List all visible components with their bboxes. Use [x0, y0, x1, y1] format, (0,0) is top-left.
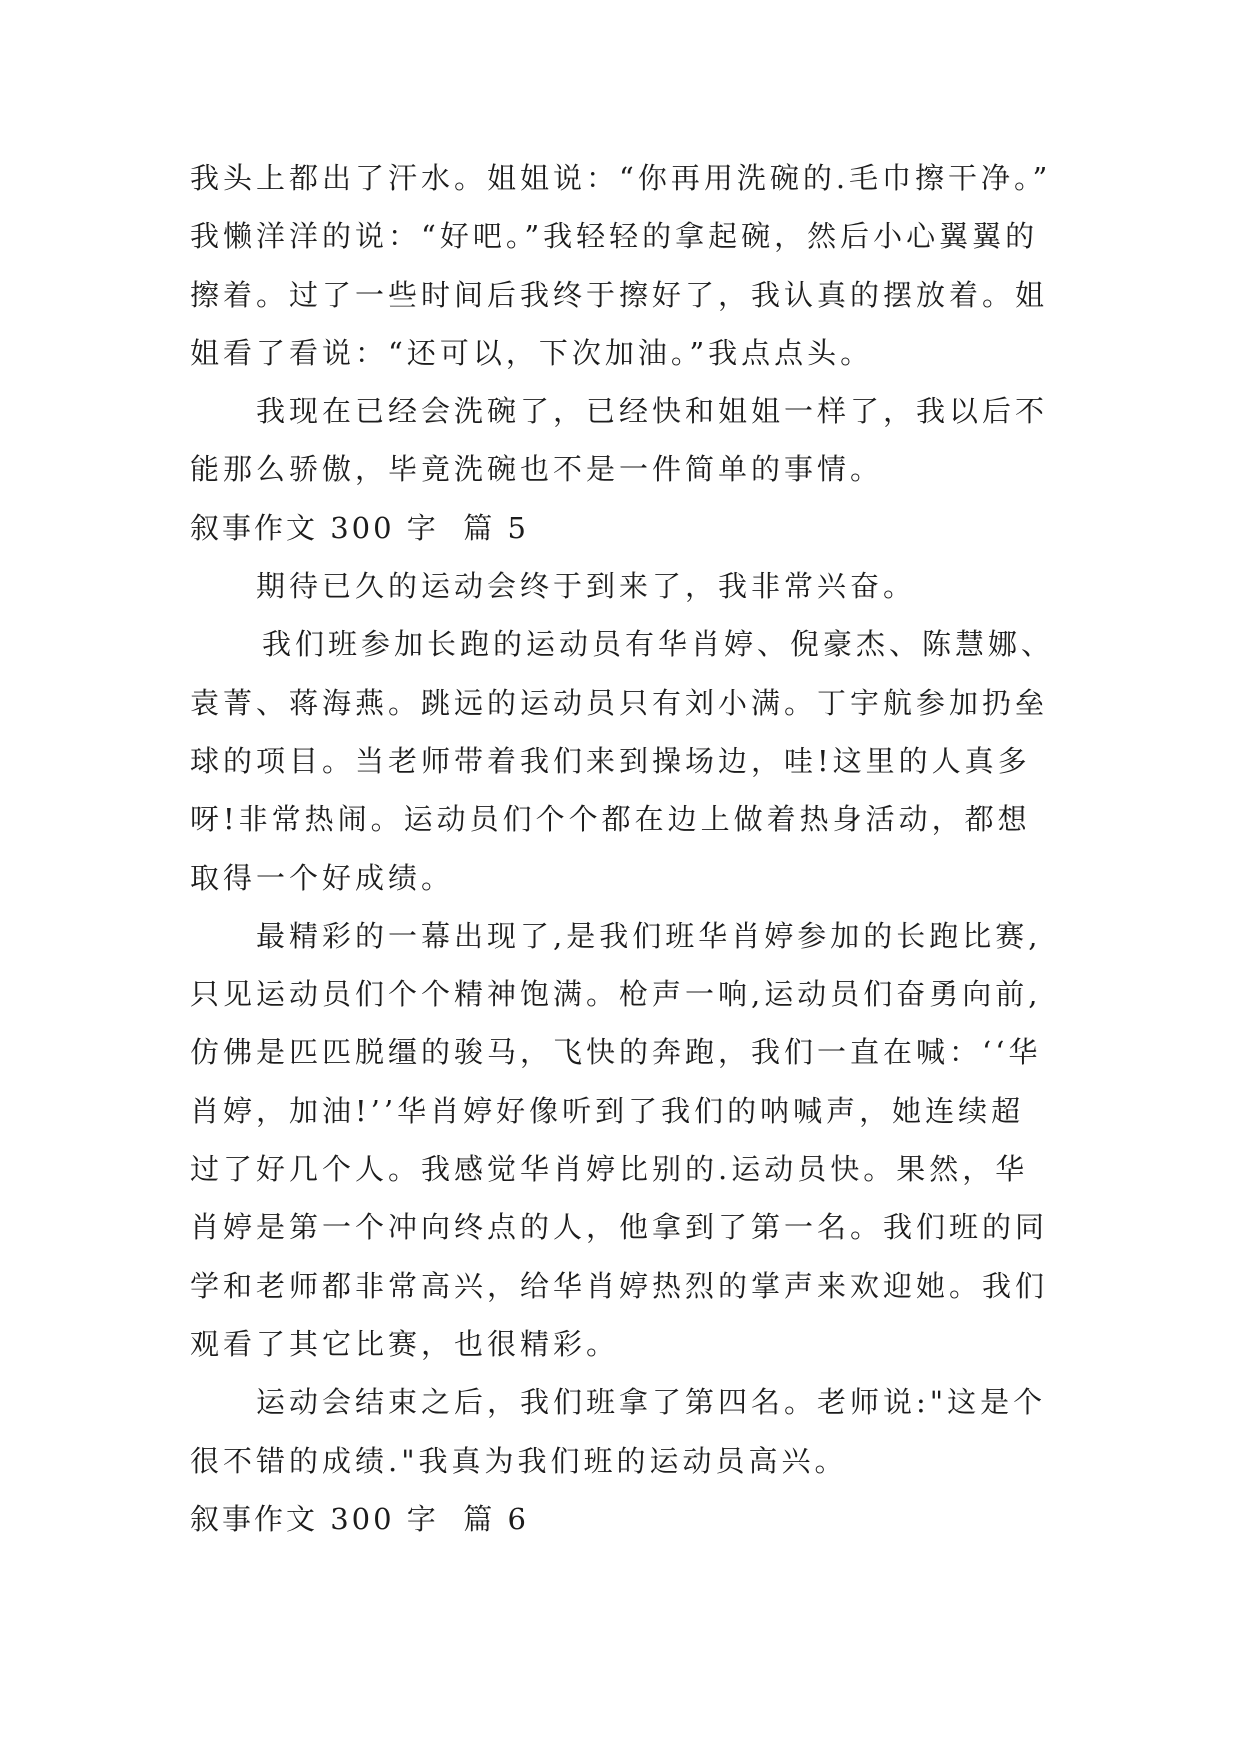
text-line: 仿佛是匹匹脱缰的骏马，飞快的奔跑，我们一直在喊：‘‘华 — [190, 1035, 1042, 1070]
paragraph-first-line: 我现在已经会洗碗了，已经快和姐姐一样了，我以后不 — [256, 394, 1049, 429]
text-line: 过了好几个人。我感觉华肖婷比别的.运动员快。果然，华 — [190, 1152, 1029, 1187]
text-line: 观看了其它比赛，也很精彩。 — [190, 1326, 620, 1361]
text-line: 很不错的成绩."我真为我们班的运动员高兴。 — [190, 1443, 848, 1478]
paragraph-first-line: 运动会结束之后，我们班拿了第四名。老师说:"这是个 — [256, 1385, 1047, 1420]
text-line: 取得一个好成绩。 — [190, 860, 455, 895]
text-line: 姐看了看说：“还可以，下次加油。”我点点头。 — [190, 335, 874, 370]
text-line: 肖婷是第一个冲向终点的人，他拿到了第一名。我们班的同 — [190, 1210, 1049, 1245]
document-body — [190, 149, 1090, 1548]
text-line: 我头上都出了汗水。姐姐说：“你再用洗碗的.毛巾擦干净。” — [190, 161, 1052, 195]
text-line: 袁菁、蒋海燕。跳远的运动员只有刘小满。丁宇航参加扔垒 — [190, 685, 1049, 720]
text-line: 学和老师都非常高兴，给华肖婷热烈的掌声来欢迎她。我们 — [190, 1268, 1049, 1303]
text-line: 只见运动员们个个精神饱满。枪声一响,运动员们奋勇向前, — [190, 977, 1042, 1012]
section-heading: 叙事作文 300 字 篇 6 — [190, 1501, 529, 1536]
text-line: 能那么骄傲，毕竟洗碗也不是一件简单的事情。 — [190, 452, 884, 487]
text-line: 球的项目。当老师带着我们来到操场边，哇!这里的人真多 — [190, 743, 1031, 778]
paragraph-first-line: 我们班参加长跑的运动员有华肖婷、倪豪杰、陈慧娜、 — [262, 627, 1055, 662]
text-line: 我懒洋洋的说：“好吧。”我轻轻的拿起碗，然后小心翼翼的 — [190, 219, 1039, 254]
section-heading: 叙事作文 300 字 篇 5 — [190, 510, 529, 545]
text-line: 呀!非常热闹。运动员们个个都在边上做着热身活动，都想 — [190, 802, 1031, 837]
paragraph-first-line: 最精彩的一幕出现了,是我们班华肖婷参加的长跑比赛, — [256, 918, 1042, 953]
text-line: 擦着。过了一些时间后我终于擦好了，我认真的摆放着。姐 — [190, 277, 1049, 312]
text-line: 肖婷，加油!’’华肖婷好像听到了我们的呐喊声，她连续超 — [190, 1093, 1025, 1128]
paragraph-first-line: 期待已久的运动会终于到来了，我非常兴奋。 — [256, 569, 917, 604]
